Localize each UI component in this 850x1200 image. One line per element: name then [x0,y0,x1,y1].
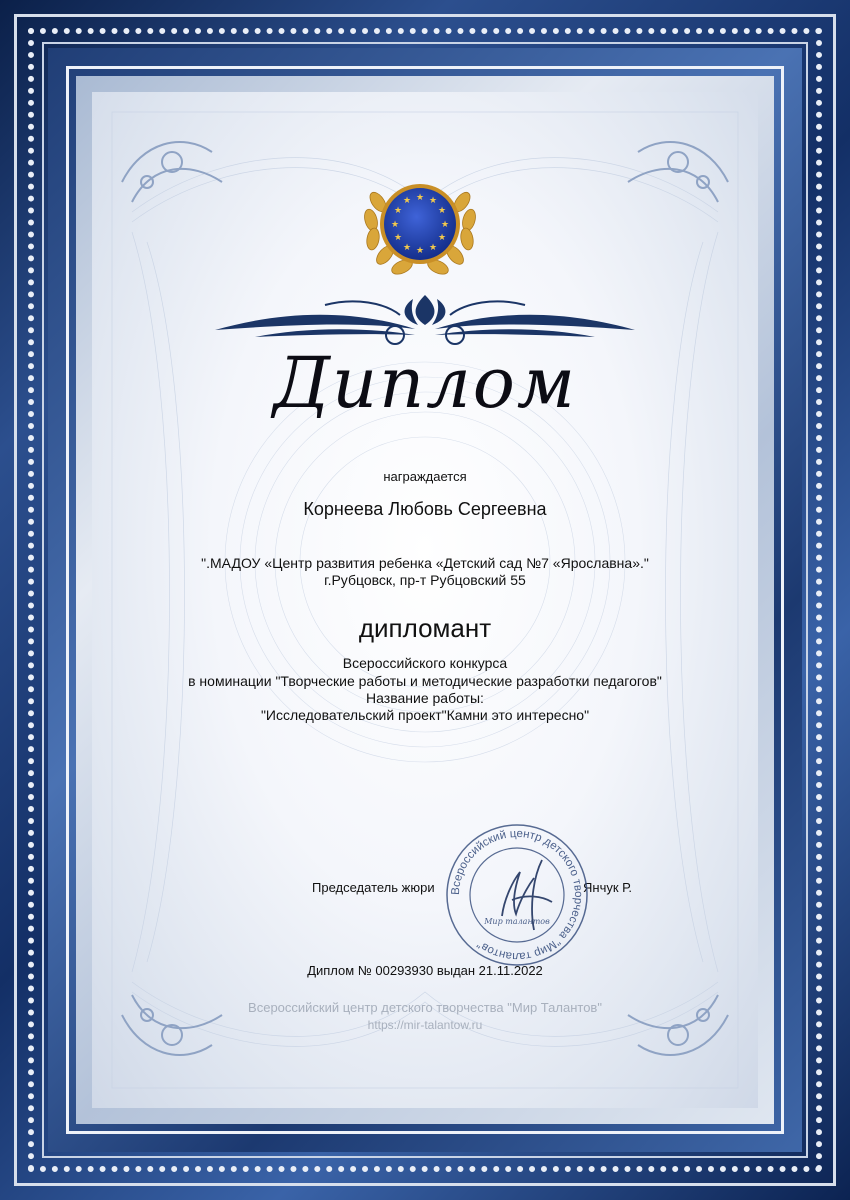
awarded-label: награждается [383,469,467,484]
svg-text:★: ★ [402,196,412,206]
stamp-inner-text: Мир талантов [484,917,550,926]
svg-text:★: ★ [428,196,438,206]
jury-chair-label: Председатель жюри [312,880,435,895]
award-rank: дипломант [358,613,492,643]
laurel-emblem-icon [345,172,495,282]
footer-organization: Всероссийский центр детского творчества "Мир Талантов" [248,1000,602,1015]
recipient-name: Корнеева Любовь Сергеевна [303,499,547,519]
contest-line-3: Название работы: [366,690,484,706]
corner-ornament-top-right [618,122,738,242]
svg-text:★: ★ [393,206,403,216]
svg-text:★: ★ [440,220,450,230]
svg-text:★: ★ [390,220,400,230]
corner-ornament-top-left [112,122,232,242]
svg-text:★: ★ [415,246,425,256]
svg-text:★: ★ [428,243,438,253]
contest-line-1: Всероссийского конкурса [342,655,508,671]
contest-line-2: в номинации "Творческие работы и методические разработки педагогов" [188,673,662,689]
svg-text:★: ★ [437,206,447,216]
svg-text:★: ★ [415,193,425,203]
contest-line-4: "Исследовательский проект"Камни это интересно" [260,707,590,723]
svg-text:★: ★ [402,243,412,253]
diploma-number: Диплом № 00293930 выдан 21.11.2022 [307,963,543,978]
seal-stamp-icon [442,820,592,970]
organization-line-1: ".МАДОУ «Центр развития ребенка «Детский сад №7 «Ярославна»." [201,555,649,571]
footer-url: https://mir-talantow.ru [367,1018,483,1032]
jury-chair-name: Янчук Р. [583,880,632,895]
svg-text:★: ★ [393,233,403,243]
stamp-ring-text: Всероссийский центр детского творчества "Мир талантов" [449,827,585,963]
diploma-title: Диплом [273,342,577,424]
organization-line-2: г.Рубцовск, пр-т Рубцовский 55 [324,572,526,588]
svg-text:★: ★ [437,233,447,243]
